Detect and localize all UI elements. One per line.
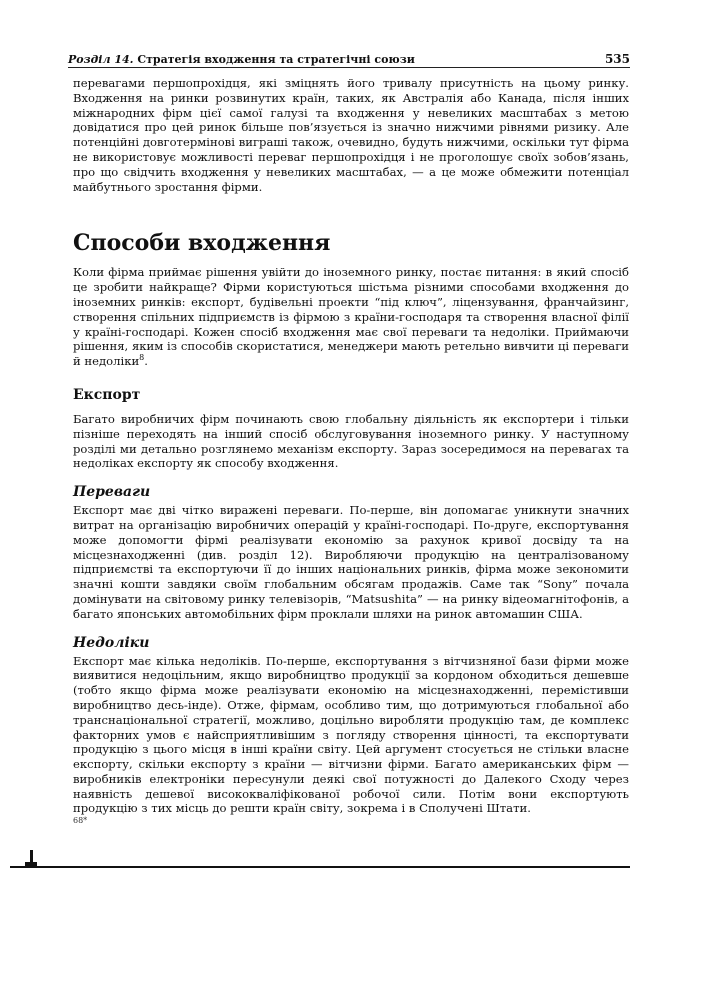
chapter-title: Стратегія входження та стратегічні союзи bbox=[137, 53, 415, 66]
disadvantages-heading: Недоліки bbox=[73, 634, 150, 651]
export-paragraph: Багато виробничих фірм починають свою глобальну діяльність як експортери і тільки пізніше переходять на інший спосіб обслуговування іноземного ринку. У наступному розділі ми детально розглянемо механізм експорту. Зараз зосередимося на перевагах та недоліках експорту як способу входження. bbox=[73, 411, 629, 471]
running-header bbox=[68, 52, 630, 66]
page-body bbox=[73, 76, 629, 826]
section-heading: Способи входження bbox=[73, 230, 331, 257]
disadvantages-paragraph: Експорт має кілька недоліків. По-перше, експортування з вітчизняної бази фірми може виявитися недоцільним, якщо виробництво продукції за кордоном обходиться дешевше (тобто якщо фірма може реалізувати економію на місцезнаходженні, перемістивши виробництво десь-інде). Отже, фірмам, особливо тим, що дотримуються глобальної або транснаціональної стратегії, можливо, доцільно виробляти продукцію там, де комплекс факторних умов є найсприятливішим з погляду створення цінності, та експортувати продукцію з цього місця в інші країни світу. Цей аргумент стосується не стільки власне експорту, скільки експорту з країни — вітчизни фірми. Багато американських фірм — виробників електроніки пересунули деякі свої потужності до Далекого Сходу через наявність дешевої висококваліфікованої робочої сили. Потім вони експортують продукцію з тих місць до решти країн світу, зокрема і в Сполучені Штати. bbox=[73, 653, 629, 816]
scan-mark-base bbox=[25, 862, 37, 866]
footnote-mark: 8 bbox=[139, 353, 145, 363]
intro-paragraph: перевагами першопрохідця, які зміцнять його тривалу присутність на цьому ринку. Входження на ринки розвинутих країн, таких, як Австралія або Канада, після інших міжнародних фірм цієї самої галузі та входження у невеликих масштабах з метою довідатися про цей ринок більше пов’язується із значно нижчими рівнями ризику. Але потенційні довготермінові виграші також, очевидно, будуть нижчими, оскільки тут фірма не використовує можливості переваг першопрохідця і не проголошує своїх зобов’язань, про що свідчить входження у невеликих масштабах, — а це може обмежити потенціал майбутнього зростання фірми. bbox=[73, 76, 629, 194]
scan-bottom-line bbox=[10, 866, 630, 868]
chapter-label: Розділ 14. bbox=[68, 53, 134, 66]
running-head-title bbox=[68, 53, 415, 66]
section-paragraph-text: Коли фірма приймає рішення увійти до іноземного ринку, постає питання: в який спосіб це зробити найкраще? Фірми користуються шістьма різними способами входження до іноземних ринків: експорт, будівельні проекти “під ключ”, ліцензування, франчайзинг, створення спільних підприємств із фірмою з країни-господаря та створення власної філії у країні-господарі. Кожен спосіб входження має свої переваги та недоліки. Приймаючи рішення, яким із способів скористатися, менеджери мають ретельно вивчити ці переваги й недоліки bbox=[73, 265, 629, 369]
export-heading: Експорт bbox=[73, 386, 141, 403]
advantages-heading: Переваги bbox=[73, 484, 151, 501]
advantages-paragraph: Експорт має дві чітко виражені переваги. По-перше, він допомагає уникнути значних витрат на організацію виробничих операцій у країні-господарі. По-друге, експортування може допомогти фірмі реалізувати економію за рахунок кривої досвіду та на місцезнаходженні (див. розділ 12). Виробляючи продукцію на централізованому підприємстві та експортуючи її до інших національних ринків, фірма може зекономити значні кошти завдяки своїм глобальним обсягам продажів. Саме так “Sony” почала домінувати на світовому ринку телевізорів, “Matsushita” — на ринку відеомагнітофонів, а багато японських автомобільних фірм проклали шляхи на ринок автомашин США. bbox=[73, 503, 629, 621]
section-paragraph bbox=[73, 265, 629, 369]
header-rule bbox=[68, 67, 630, 68]
printer-signature: 68* bbox=[73, 816, 88, 826]
section-paragraph-end: . bbox=[144, 354, 148, 369]
page-number: 535 bbox=[604, 52, 630, 66]
